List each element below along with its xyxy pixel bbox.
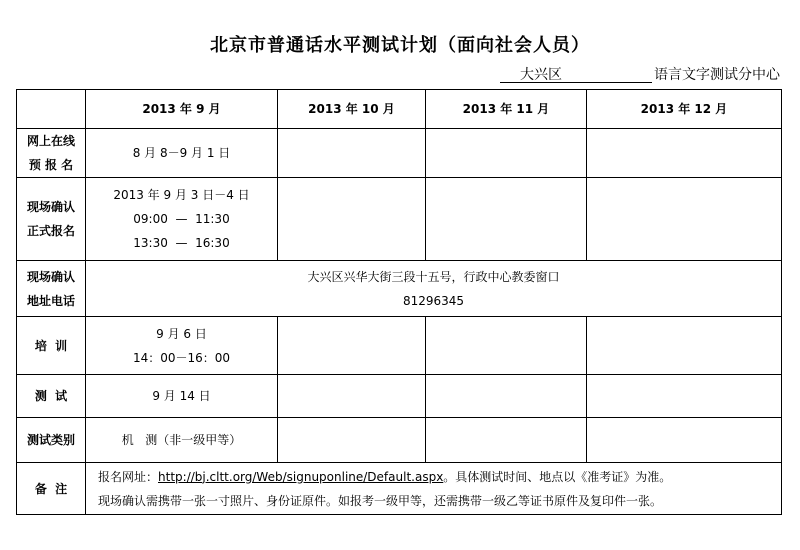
row-label-training: 培 训	[17, 317, 86, 375]
onsite-nov-value	[426, 178, 587, 261]
training-nov-value	[426, 317, 587, 375]
category-sep-value: 机 测（非一级甲等）	[86, 418, 278, 463]
training-dec-value	[587, 317, 782, 375]
training-oct-value	[278, 317, 426, 375]
test-dec-value	[587, 375, 782, 418]
row-training	[17, 317, 782, 375]
month-header-sep: 2013 年 9 月	[86, 90, 278, 129]
test-oct-value	[278, 375, 426, 418]
row-label-online: 网上在线 预 报 名	[17, 129, 86, 178]
district-name: 大兴区	[520, 67, 562, 83]
category-oct-value	[278, 418, 426, 463]
row-onsite-registration	[17, 178, 782, 261]
month-header-oct: 2013 年 10 月	[278, 90, 426, 129]
online-oct-value	[278, 129, 426, 178]
address-text: 大兴区兴华大街三段十五号，行政中心教委窗口	[307, 269, 560, 284]
onsite-sep-value: 2013 年 9 月 3 日－4 日 09:00 — 11:30 13:30 — 16:30	[86, 178, 278, 261]
category-nov-value	[426, 418, 587, 463]
row-label-category: 测试类别	[17, 418, 86, 463]
online-dec-value	[587, 129, 782, 178]
corner-cell	[17, 90, 86, 129]
month-header-nov: 2013 年 11 月	[426, 90, 587, 129]
test-center-name: 语言文字测试分中心	[654, 67, 780, 83]
notes-url-prefix: 报名网址：	[98, 469, 159, 484]
test-nov-value	[426, 375, 587, 418]
notes-value	[86, 463, 782, 515]
schedule-table	[16, 89, 782, 515]
notes-requirements: 现场确认需携带一张一寸照片、身份证原件。如报考一级甲等，还需携带一级乙等证书原件及复印件一张。	[98, 493, 663, 508]
row-online-registration	[17, 129, 782, 178]
online-sep-value: 8 月 8－9 月 1 日	[86, 129, 278, 178]
row-label-test: 测 试	[17, 375, 86, 418]
registration-url-link[interactable]: http://bj.cltt.org/Web/signuponline/Default.aspx	[158, 469, 444, 484]
test-sep-value: 9 月 14 日	[86, 375, 278, 418]
online-nov-value	[426, 129, 587, 178]
row-notes	[17, 463, 782, 515]
header-row	[17, 90, 782, 129]
month-header-dec: 2013 年 12 月	[587, 90, 782, 129]
row-address	[17, 261, 782, 317]
row-category	[17, 418, 782, 463]
training-sep-value: 9 月 6 日 14：00－16：00	[86, 317, 278, 375]
category-dec-value	[587, 418, 782, 463]
address-value	[86, 261, 782, 317]
district-field	[500, 64, 652, 83]
phone-number: 81296345	[402, 293, 465, 308]
row-label-onsite: 现场确认 正式报名	[17, 178, 86, 261]
onsite-dec-value	[587, 178, 782, 261]
row-label-address: 现场确认 地址电话	[17, 261, 86, 317]
row-test	[17, 375, 782, 418]
row-label-notes: 备 注	[17, 463, 86, 515]
notes-url-suffix: 。具体测试时间、地点以《准考证》为准。	[443, 469, 672, 484]
onsite-oct-value	[278, 178, 426, 261]
page-title: 北京市普通话水平测试计划（面向社会人员）	[210, 35, 590, 56]
